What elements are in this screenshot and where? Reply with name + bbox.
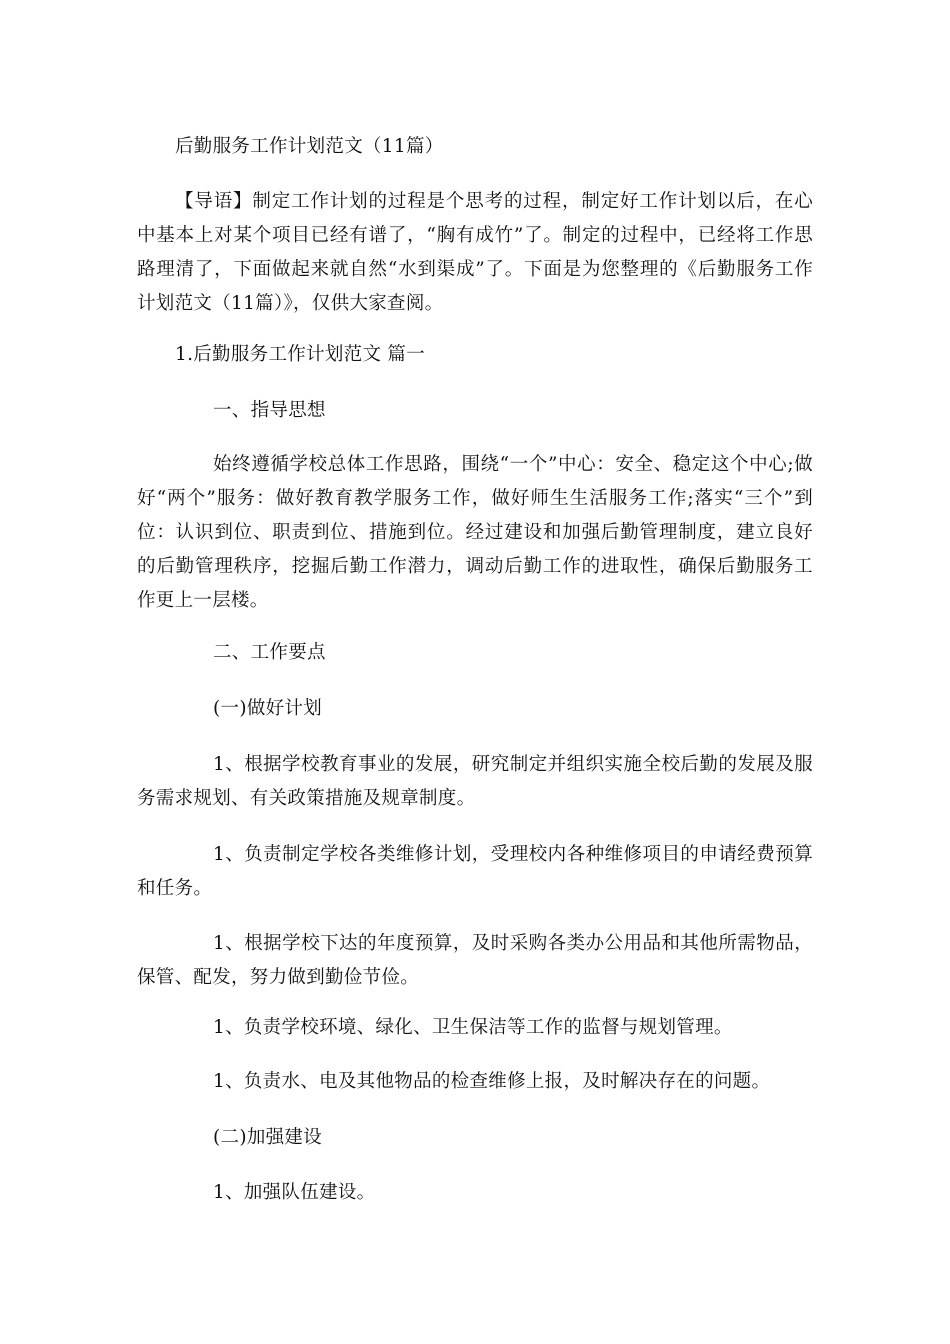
section-title: 1.后勤服务工作计划范文 篇一 (175, 344, 426, 365)
plan-item: 1、根据学校下达的年度预算，及时采购各类办公用品和其他所需物品，保管、配发，努力做到勤俭节俭。 (137, 933, 813, 988)
plan-item: 1、负责制定学校各类维修计划，受理校内各种维修项目的申请经费预算和任务。 (137, 844, 813, 899)
document-title: 后勤服务工作计划范文（11篇） (175, 136, 444, 157)
plan-item: 1、负责水、电及其他物品的检查维修上报，及时解决存在的问题。 (213, 1071, 771, 1092)
intro-paragraph: 【导语】制定工作计划的过程是个思考的过程，制定好工作计划以后，在心中基本上对某个项目已经有谱了，“胸有成竹”了。制定的过程中，已经将工作思路理清了，下面做起来就自然“水到渠成”了。下面是为您整理的《后勤服务工作计划范文（11篇）》，仅供大家查阅。 (137, 191, 813, 314)
heading-work-points: 二、工作要点 (213, 642, 326, 663)
heading-guiding-thought: 一、指导思想 (213, 400, 326, 421)
subheading-build: (二)加强建设 (213, 1127, 323, 1148)
subheading-plan: (一)做好计划 (213, 698, 323, 719)
plan-item: 1、根据学校教育事业的发展，研究制定并组织实施全校后勤的发展及服务需求规划、有关政策措施及规章制度。 (137, 754, 813, 809)
build-item: 1、加强队伍建设。 (213, 1182, 376, 1203)
guiding-paragraph: 始终遵循学校总体工作思路，围绕“一个”中心：安全、稳定这个中心;做好“两个”服务：做好教育教学服务工作，做好师生生活服务工作;落实“三个”到位：认识到位、职责到位、措施到位。经过建设和加强后勤管理制度，建立良好的后勤管理秩序，挖掘后勤工作潜力，调动后勤工作的进取性，确保后勤服务工作更上一层楼。 (137, 454, 813, 611)
plan-item: 1、负责学校环境、绿化、卫生保洁等工作的监督与规划管理。 (213, 1017, 733, 1038)
